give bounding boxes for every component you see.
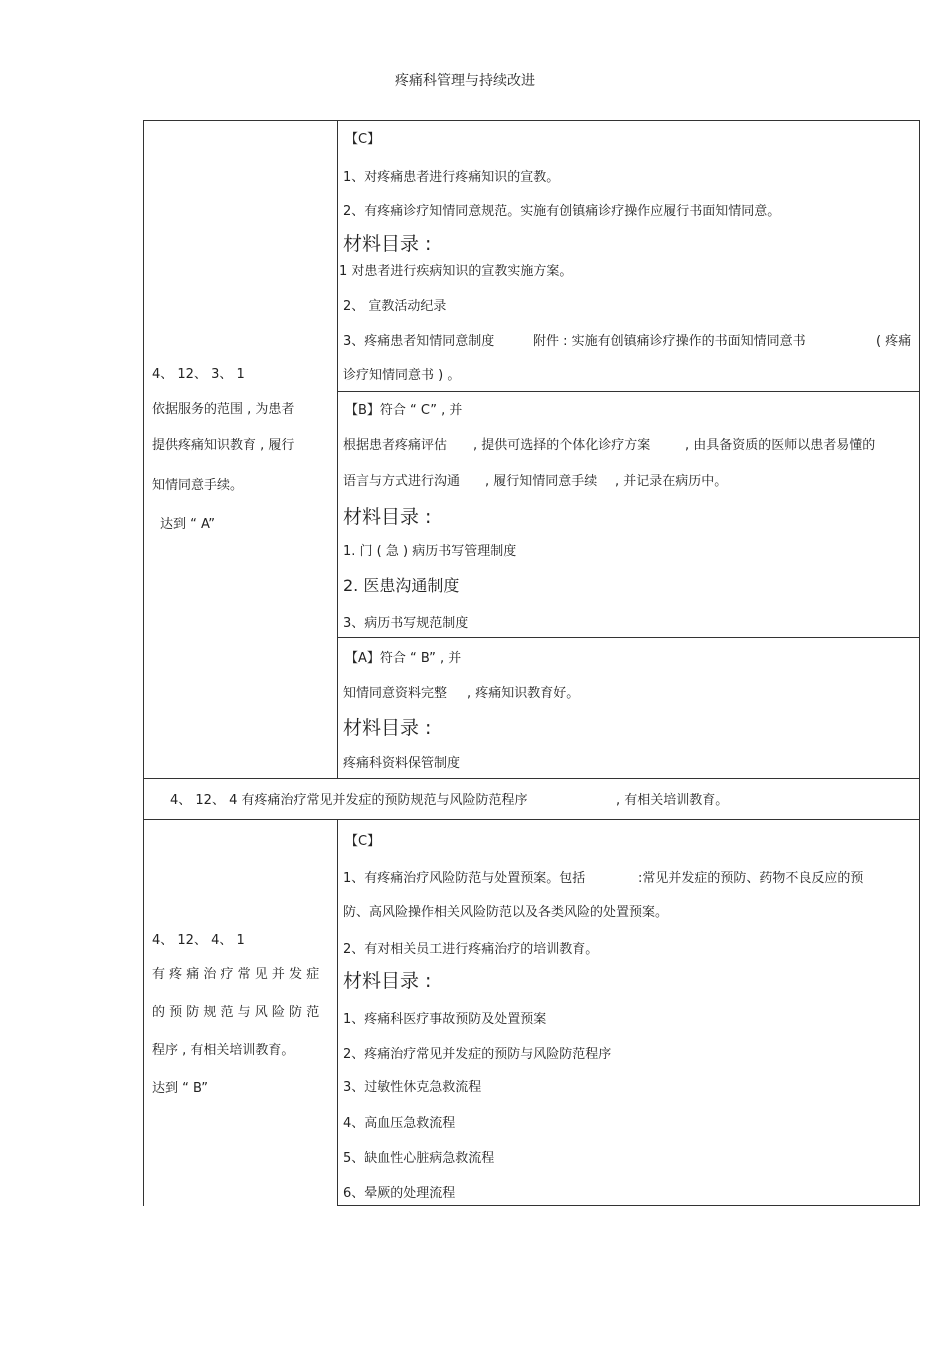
material-item: 3、病历书写规范制度	[343, 616, 469, 631]
material-item: 4、高血压急救流程	[343, 1116, 456, 1131]
block1-c-cell	[337, 120, 920, 392]
item-4-12-3-1-text-line3: 知情同意手续。	[152, 478, 244, 493]
material-item: 1、疼痛科医疗事故预防及处置预案	[343, 1012, 547, 1027]
item-4-12-3-1-text-line1: 依据服务的范围 , 为患者	[152, 402, 295, 417]
item-4-12-3-1-text-line2: 提供疼痛知识教育 , 履行	[152, 438, 295, 453]
c-grade-heading: 【C】	[345, 132, 381, 147]
item-4-12-4-1-text-line2: 的 预 防 规 范 与 风 险 防 范	[152, 1005, 320, 1020]
c-grade-heading: 【C】	[345, 834, 381, 849]
b-requirement-part: , 由具备资质的医师以患者易懂的	[685, 438, 876, 453]
materials-heading: 材料目录 :	[343, 506, 432, 528]
a-requirement-part: 知情同意资料完整	[343, 686, 448, 701]
section-header-text: , 有相关培训教育。	[616, 793, 729, 808]
c-requirement-1: 1、对疼痛患者进行疼痛知识的宣教。	[343, 170, 560, 185]
material-item-attachment: 附件 : 实施有创镇痛诊疗操作的书面知情同意书	[533, 334, 806, 349]
b-requirement-part: 根据患者疼痛评估	[343, 438, 448, 453]
material-item: 疼痛科资料保管制度	[343, 756, 461, 771]
item-4-12-4-1-number: 4、 12、 4、 1	[152, 933, 245, 948]
c-requirement-2: 2、有疼痛诊疗知情同意规范。实施有创镇痛诊疗操作应履行书面知情同意。	[343, 204, 781, 219]
b-requirement-part: , 提供可选择的个体化诊疗方案	[473, 438, 651, 453]
material-item: 5、缺血性心脏病急救流程	[343, 1151, 495, 1166]
a-requirement-part: , 疼痛知识教育好。	[467, 686, 580, 701]
b-requirement-part: , 履行知情同意手续	[485, 474, 598, 489]
page-title: 疼痛科管理与持续改进	[395, 73, 535, 89]
c-requirement-part: :常见并发症的预防、药物不良反应的预	[638, 871, 864, 886]
c-requirement-part: 防、高风险操作相关风险防范以及各类风险的处置预案。	[343, 905, 669, 920]
material-item: 1 对患者进行疾病知识的宣教实施方案。	[339, 264, 573, 279]
material-item-attachment-note: ( 疼痛	[876, 334, 912, 349]
section-header-text: 4、 12、 4 有疼痛治疗常见并发症的预防规范与风险防范程序	[170, 793, 528, 808]
material-item: 2、疼痛治疗常见并发症的预防与风险防范程序	[343, 1047, 612, 1062]
item-4-12-4-1-text-line1: 有 疼 痛 治 疗 常 见 并 发 症	[152, 967, 320, 982]
a-grade-heading: 【A】符合 “ B” , 并	[345, 651, 462, 666]
item-4-12-3-1-grade: 达到 “ A”	[160, 517, 216, 532]
materials-heading: 材料目录 :	[343, 717, 432, 739]
materials-heading: 材料目录 :	[343, 970, 432, 992]
material-item: 3、疼痛患者知情同意制度	[343, 334, 495, 349]
material-item: 2. 医患沟通制度	[343, 576, 460, 595]
item-4-12-4-1-text-line3: 程序 , 有相关培训教育。	[152, 1043, 295, 1058]
material-item-attachment-note: 诊疗知情同意书 ) 。	[343, 368, 461, 383]
material-item: 1. 门 ( 急 ) 病历书写管理制度	[343, 544, 517, 559]
b-requirement-part: , 并记录在病历中。	[615, 474, 728, 489]
material-item: 6、晕厥的处理流程	[343, 1186, 456, 1201]
item-4-12-3-1-number: 4、 12、 3、 1	[152, 367, 245, 382]
material-item: 2、 宣教活动纪录	[343, 299, 447, 314]
c-requirement-part: 1、有疼痛治疗风险防范与处置预案。包括	[343, 871, 586, 886]
item-4-12-4-1-grade: 达到 “ B”	[152, 1081, 208, 1096]
b-requirement-part: 语言与方式进行沟通	[343, 474, 461, 489]
c-requirement-part: 2、有对相关员工进行疼痛治疗的培训教育。	[343, 942, 599, 957]
materials-heading: 材料目录 :	[343, 233, 432, 255]
material-item: 3、过敏性休克急救流程	[343, 1080, 482, 1095]
b-grade-heading: 【B】符合 “ C” , 并	[345, 403, 463, 418]
